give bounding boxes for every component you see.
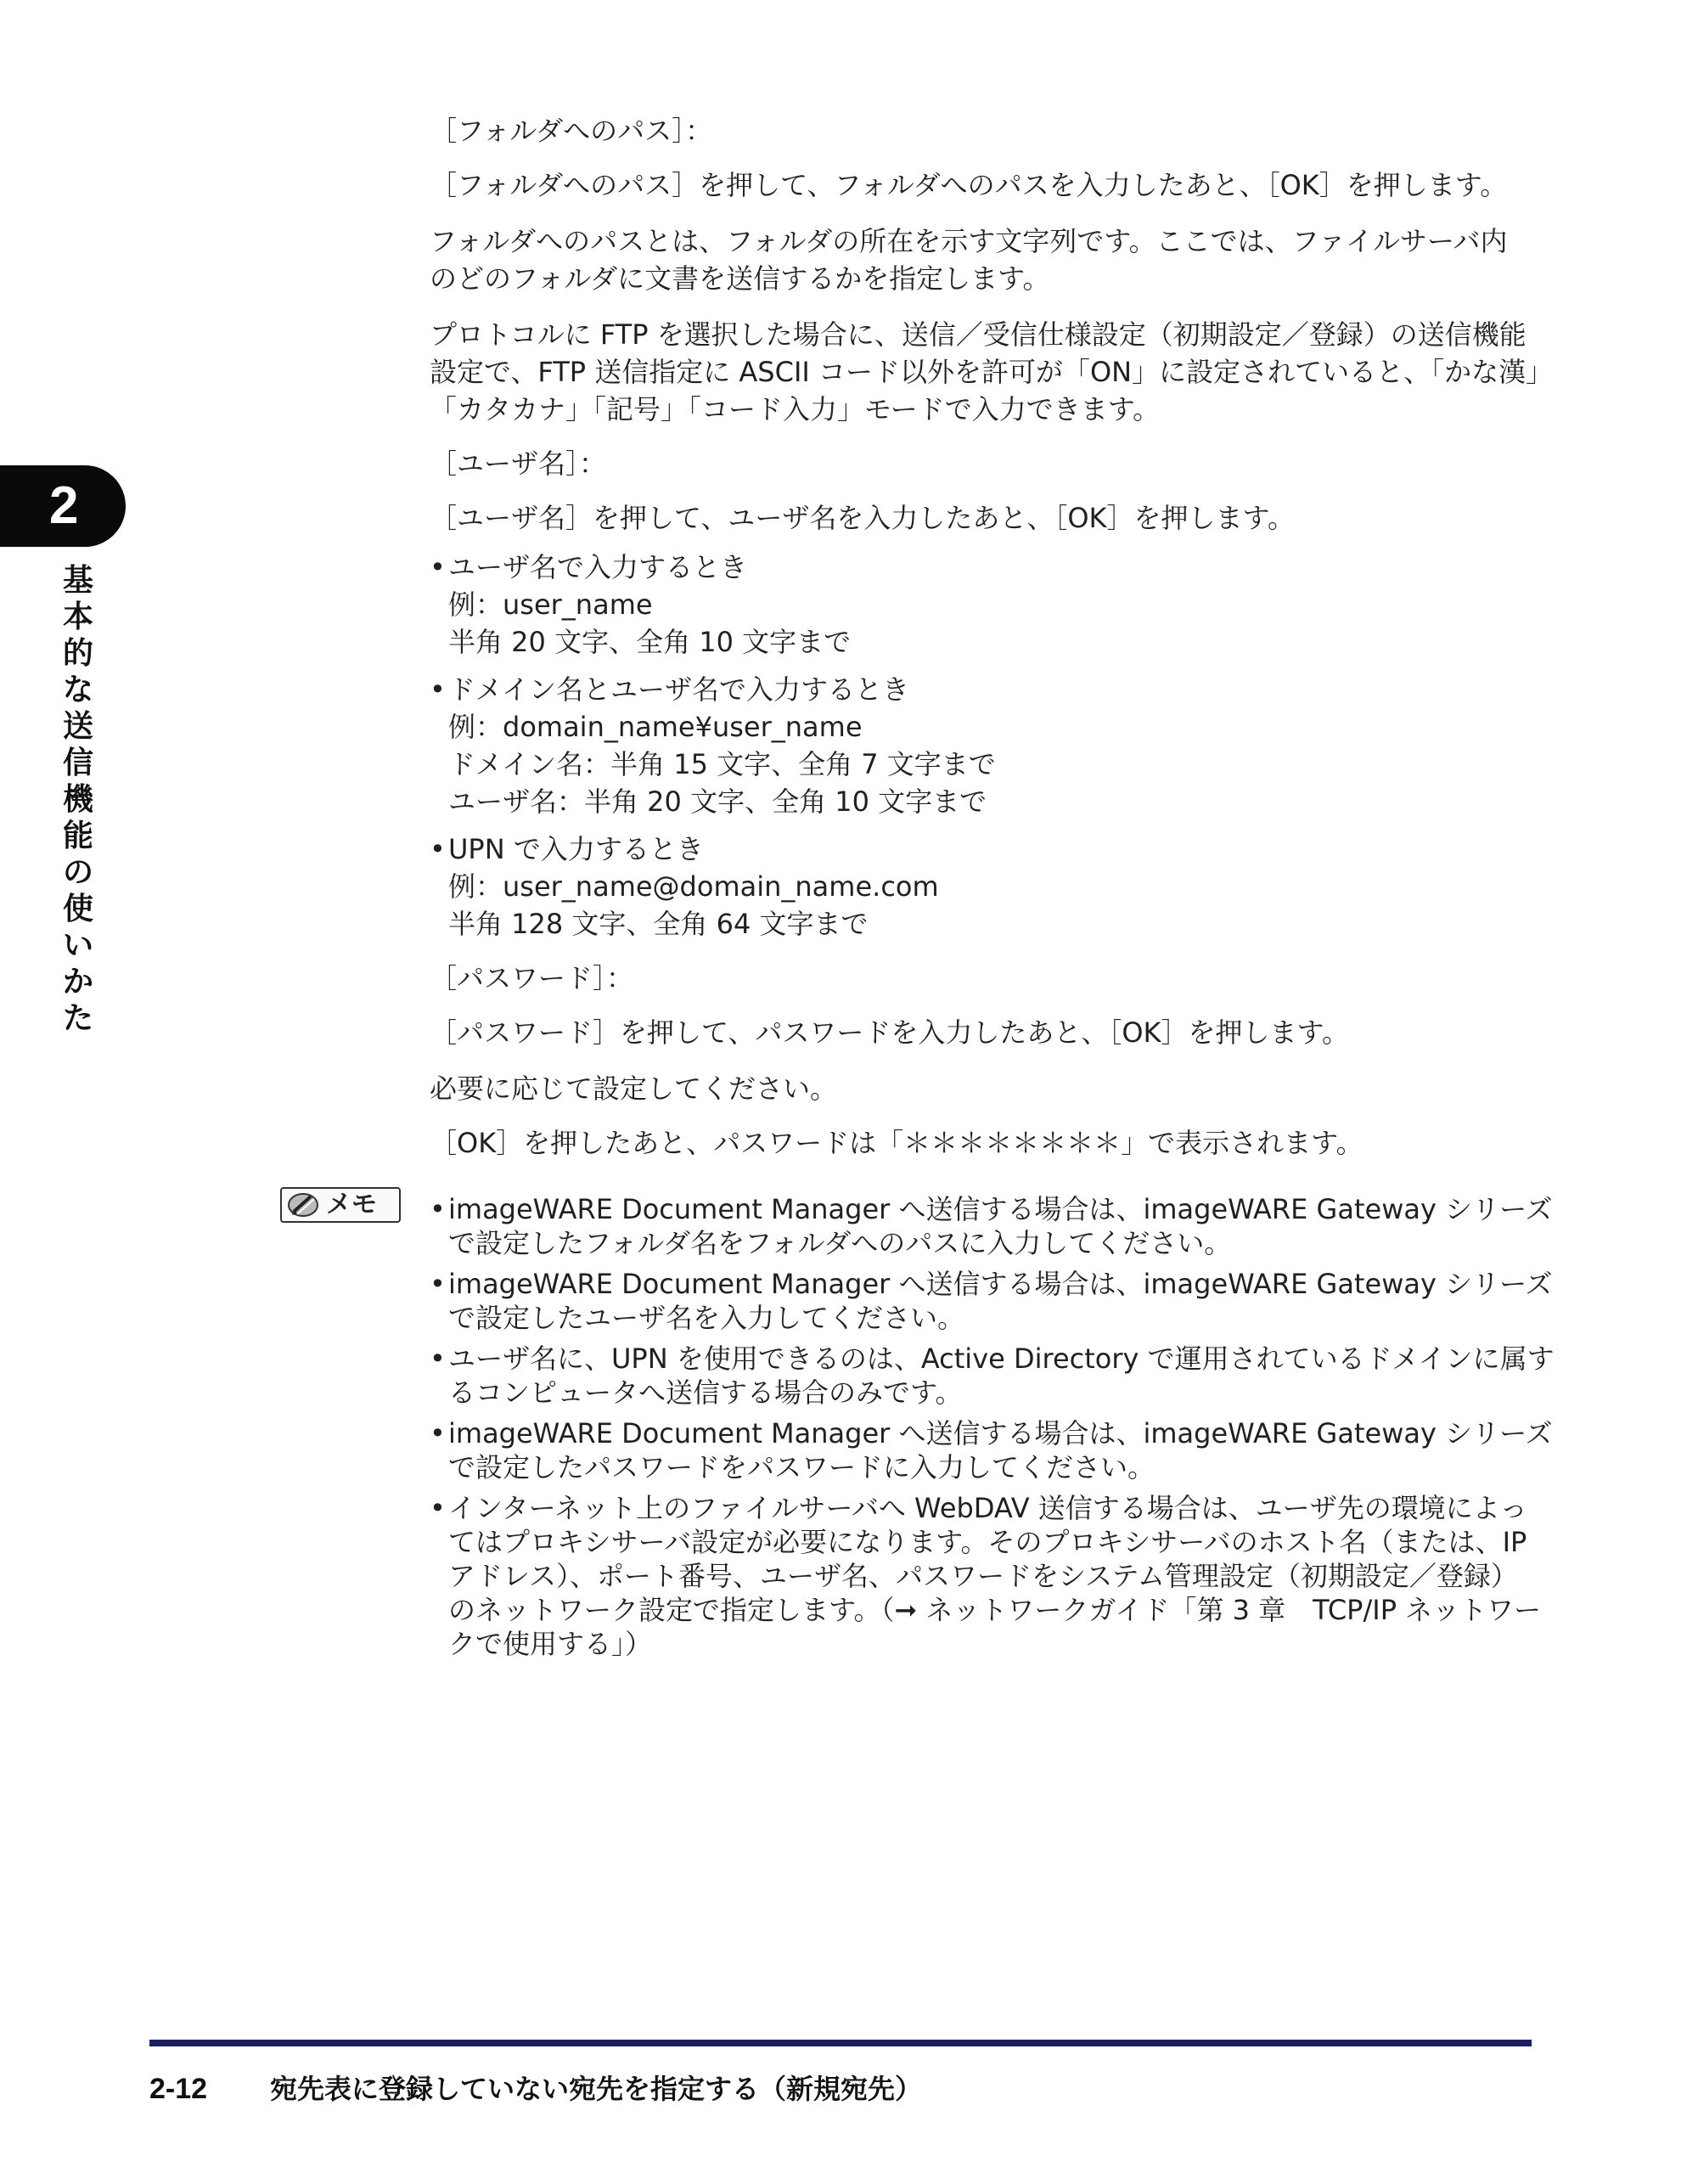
password-optional: 必要に応じて設定してください。 [430,1072,838,1105]
username-heading: ［ユーザ名］： [430,447,607,480]
bullet-line: ドメイン名：半角 15 文字、全角 7 文字まで [448,748,996,780]
bullet-marker: • [430,833,446,865]
bullet-line: 半角 20 文字、全角 10 文字まで [448,626,852,658]
username-bullet-domain [430,671,1533,820]
username-bullet-plain [430,549,1533,661]
memo-line: imageWARE Document Manager へ送信する場合は、imageWARE Gateway シリーズ [448,1193,1553,1225]
bullet-line: 半角 128 文字、全角 64 文字まで [448,908,869,940]
bullet-line: ドメイン名とユーザ名で入力するとき [448,673,910,706]
memo-line: imageWARE Document Manager へ送信する場合は、imageWARE Gateway シリーズ [448,1417,1553,1449]
username-bullet-upn [430,830,1533,943]
footer-section-title: 宛先表に登録していない宛先を指定する（新規宛先） [270,2073,923,2105]
memo-line: インターネット上のファイルサーバへ WebDAV 送信する場合は、ユーザ先の環境によっ [448,1492,1527,1524]
password-instruction: ［パスワード］を押して、パスワードを入力したあと、［OK］を押します。 [430,1016,1349,1049]
memo-badge [280,1187,401,1223]
folder-path-desc-line-2: のどのフォルダに文書を送信するかを指定します。 [430,262,1050,295]
chapter-title-vertical: 基 本 的 な 送 信 機 能 の 使 い か た [62,563,93,1036]
password-heading: ［パスワード］： [430,962,634,994]
memo-line: で設定したユーザ名を入力してください。 [448,1302,965,1334]
ftp-note-line-3: 「カタカナ」「記号」「コード入力」モードで入力できます。 [430,393,1161,425]
username-instruction: ［ユーザ名］を押して、ユーザ名を入力したあと、［OK］を押します。 [430,502,1295,534]
folder-path-instruction: ［フォルダへのパス］を押して、フォルダへのパスを入力したあと、［OK］を押します。 [430,169,1508,201]
bullet-marker: • [430,551,446,583]
bullet-line: ユーザ名：半角 20 文字、全角 10 文字まで [448,785,987,818]
memo-line: アドレス）、ポート番号、ユーザ名、パスワードをシステム管理設定（初期設定／登録） [448,1560,1518,1592]
bullet-line: 例：domain_name¥user_name [448,711,863,743]
memo-line: のネットワーク設定で指定します。（➞ ネットワークガイド「第 3 章 TCP/IP ネットワー [448,1594,1542,1626]
footer-rule [149,2040,1532,2046]
folder-path-desc-line-1: フォルダへのパスとは、フォルダの所在を示す文字列です。ここでは、ファイルサーバ内 [430,225,1508,257]
memo-item [430,1192,1553,1260]
bullet-marker: • [430,1342,446,1375]
memo-list [430,1192,1555,1668]
memo-line: るコンピュータへ送信する場合のみです。 [448,1376,963,1409]
bullet-marker: • [430,1268,446,1300]
memo-line: imageWARE Document Manager へ送信する場合は、imageWARE Gateway シリーズ [448,1268,1553,1300]
chapter-number: 2 [49,476,79,535]
memo-line: てはプロキシサーバ設定が必要になります。そのプロキシサーバのホスト名（または、IP [448,1526,1527,1558]
bullet-line: ユーザ名で入力するとき [448,551,748,583]
memo-item [430,1267,1553,1335]
memo-label: メモ [326,1190,377,1219]
chapter-tab [0,465,126,547]
memo-line: で設定したフォルダ名をフォルダへのパスに入力してください。 [448,1227,1232,1259]
memo-item [430,1342,1555,1410]
memo-item [430,1416,1553,1484]
bullet-line: 例：user_name@domain_name.com [448,870,939,903]
memo-line: で設定したパスワードをパスワードに入力してください。 [448,1451,1155,1483]
pencil-memo-icon [287,1191,319,1219]
bullet-marker: • [430,673,446,706]
memo-item [430,1491,1542,1661]
bullet-line: 例：user_name [448,588,653,621]
ftp-note-line-1: プロトコルに FTP を選択した場合に、送信／受信仕様設定（初期設定／登録）の送信機能 [430,318,1527,351]
bullet-marker: • [430,1492,446,1524]
bullet-line: UPN で入力するとき [448,833,704,865]
memo-line: クで使用する」） [448,1628,653,1660]
bullet-marker: • [430,1193,446,1225]
page-number: 2-12 [149,2073,208,2105]
ftp-note-line-2: 設定で、FTP 送信指定に ASCII コード以外を許可が「ON」に設定されていると、「かな漢」 [430,356,1554,388]
folder-path-heading: ［フォルダへのパス］： [430,115,713,147]
bullet-marker: • [430,1417,446,1449]
password-display: ［OK］を押したあと、パスワードは「＊＊＊＊＊＊＊＊」で表示されます。 [430,1127,1363,1159]
memo-line: ユーザ名に、UPN を使用できるのは、Active Directory で運用されているドメインに属す [448,1342,1555,1375]
